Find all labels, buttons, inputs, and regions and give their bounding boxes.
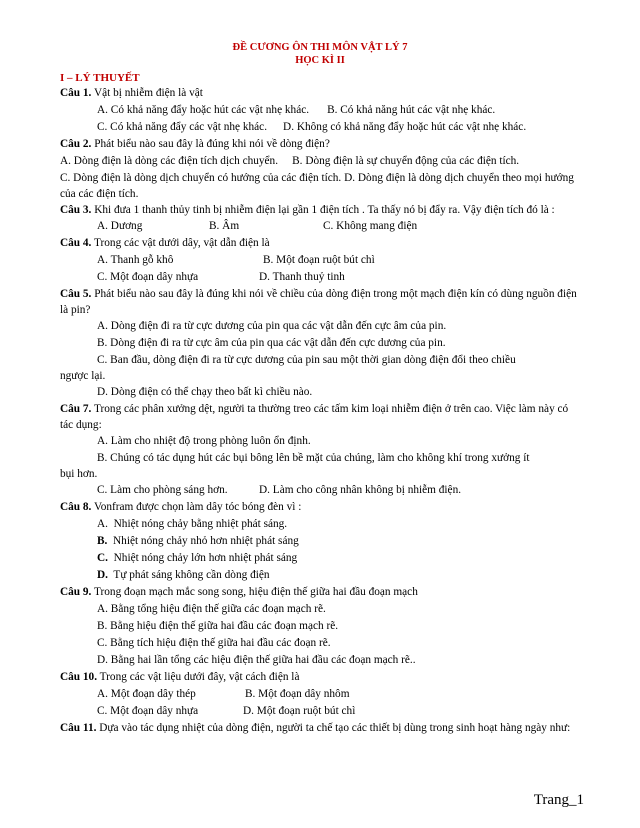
question-text: Khi đưa 1 thanh thủy tinh bị nhiễm điện lại gần 1 điện tích . Ta thấy nó bị đẩy ra. Vậy điện tích đó là :: [91, 204, 555, 216]
option-d: D. Làm cho công nhân không bị nhiễm điện.: [259, 484, 462, 496]
question-label: Câu 10.: [60, 671, 98, 683]
question-11: [60, 720, 582, 736]
question-text: Trong các vật liệu dưới đây, vật cách điện là: [97, 671, 300, 683]
option-a: A. Thanh gỗ khô: [97, 254, 174, 266]
q8-option-b: [97, 533, 582, 550]
question-label: Câu 1.: [60, 87, 92, 99]
question-text: Vonfram được chọn làm dây tóc bóng đèn vì :: [91, 501, 302, 513]
question-label: Câu 3.: [60, 204, 92, 216]
q7-option-b: B. Chúng có tác dụng hút các bụi bông lên bề mặt của chúng, làm cho không khí trong xưởng ít: [97, 452, 530, 464]
q5-option-c-cont: ngược lại.: [60, 370, 106, 382]
q8-option-a: [97, 516, 582, 533]
question-3: [60, 202, 582, 218]
option-d: D. Một đoạn ruột bút chì: [243, 705, 356, 717]
option-label: B.: [97, 535, 108, 547]
option-b: B. Có khả năng hút các vật nhẹ khác.: [327, 104, 496, 116]
option-a: A. Có khả năng đẩy hoặc hút các vật nhẹ khác.: [97, 104, 310, 116]
q9-option-a: A. Bằng tổng hiệu điện thế giữa các đoạn mạch rẽ.: [97, 603, 326, 615]
question-8: [60, 499, 582, 516]
q7-option-b-cont: bụi hơn.: [60, 468, 98, 480]
question-label: Câu 11.: [60, 722, 97, 734]
q9-option-c: C. Bằng tích hiệu điện thế giữa hai đầu các đoạn rẽ.: [97, 637, 331, 649]
option-d: D. Thanh thuỷ tinh: [259, 271, 345, 283]
section-heading: I – LÝ THUYẾT: [60, 72, 140, 84]
q8-option-d: [97, 567, 582, 584]
question-label: Câu 2.: [60, 138, 92, 150]
option-text: Nhiệt nóng chảy bằng nhiệt phát sáng.: [107, 518, 288, 530]
question-text: Phát biểu nào sau đây là đúng khi nói về chiều của dòng điện trong một mạch điện kín có dùng nguồn điện là pin?: [60, 288, 577, 316]
option-text: Nhiệt nóng chảy lớn hơn nhiệt phát sáng: [107, 552, 298, 564]
option-c: C. Không mang điện: [323, 220, 418, 232]
q3-options: [97, 218, 582, 235]
option-c: C. Một đoạn dây nhựa: [97, 705, 199, 717]
question-label: Câu 8.: [60, 501, 92, 513]
question-5: [60, 286, 582, 318]
option-label: C.: [97, 552, 108, 564]
question-label: Câu 9.: [60, 586, 92, 598]
q5-option-c: C. Ban đầu, dòng điện đi ra từ cực dương của pin sau một thời gian dòng điện đổi theo chiều: [97, 354, 516, 366]
question-1: [60, 85, 582, 102]
option-d: D. Không có khả năng đẩy hoặc hút các vật nhẹ khác.: [283, 121, 527, 133]
question-10: [60, 669, 582, 686]
q7-option-a: A. Làm cho nhiệt độ trong phòng luôn ổn định.: [97, 435, 311, 447]
option-c: C. Có khả năng đẩy các vật nhẹ khác.: [97, 121, 268, 133]
doc-title: ĐỀ CƯƠNG ÔN THI MÔN VẬT LÝ 7: [232, 42, 408, 53]
question-text: Phát biểu nào sau đây là đúng khi nói về dòng điện?: [91, 138, 330, 150]
option-b: B. Một đoạn ruột bút chì: [263, 254, 375, 266]
question-text: Trong các vật dưới dây, vật dẫn điện là: [91, 237, 270, 249]
question-text: Dựa vào tác dụng nhiệt của dòng điện, người ta chế tạo các thiết bị dùng trong sinh hoạt hàng ngày như:: [96, 722, 571, 734]
q8-option-c: [97, 550, 582, 567]
q1-options-cd: [97, 119, 582, 136]
option-a: A. Một đoạn dây thép: [97, 688, 196, 700]
question-9: [60, 584, 582, 601]
option-text: Tự phát sáng không cần dòng điện: [107, 569, 270, 581]
option-b: B. Âm: [209, 220, 240, 232]
q5-option-a: A. Dòng điện đi ra từ cực dương của pin qua các vật dẫn đến cực âm của pin.: [97, 320, 447, 332]
q9-option-d: D. Bằng hai lần tổng các hiệu điện thế giữa hai đầu các đoạn mạch rẽ..: [97, 654, 416, 666]
question-text: Trong đoạn mạch mắc song song, hiệu điện thế giữa hai đầu đoạn mạch: [91, 586, 418, 598]
q4-options-cd: [97, 269, 582, 286]
option-b: B. Một đoạn dây nhôm: [245, 688, 350, 700]
q1-options-ab: [97, 102, 582, 119]
option-text: Nhiệt nóng chảy nhỏ hơn nhiệt phát sáng: [107, 535, 299, 547]
question-7: [60, 401, 582, 433]
option-c: C. Làm cho phòng sáng hơn.: [97, 484, 228, 496]
page-number: Trang_1: [533, 792, 584, 808]
option-label: D.: [97, 569, 108, 581]
question-label: Câu 7.: [60, 403, 92, 415]
doc-subtitle: HỌC KÌ II: [295, 55, 345, 66]
q9-option-b: B. Bằng hiệu điện thế giữa hai đầu các đoạn mạch rẽ.: [97, 620, 339, 632]
option-a: A. Dương: [97, 220, 143, 232]
q2-options-ab: A. Dòng điện là dòng các điện tích dịch chuyển. B. Dòng điện là sự chuyển động của các điện tích.: [60, 155, 520, 167]
q5-option-b: B. Dòng điện đi ra từ cực âm của pin qua các vật dẫn đến cực dương của pin.: [97, 337, 446, 349]
q7-options-cd: [97, 482, 582, 499]
question-2: [60, 136, 582, 153]
option-label: A.: [97, 518, 108, 530]
q5-option-d: D. Dòng điện có thể chạy theo bất kì chiều nào.: [97, 386, 313, 398]
q2-options-cd: C. Dòng điện là dòng dịch chuyển có hướng của các điện tích. D. Dòng điện là dòng dịch chuyển theo mọi hướng của các điện tích.: [60, 172, 574, 200]
q4-options-ab: [97, 252, 582, 269]
question-4: [60, 235, 582, 252]
question-text: Vật bị nhiễm điện là vật: [91, 87, 203, 99]
question-text: Trong các phân xưởng dệt, người ta thường treo các tấm kim loại nhiễm điện ở trên cao. Việc làm này có tác dụng:: [60, 403, 569, 431]
q10-options-ab: [97, 686, 582, 703]
question-label: Câu 5.: [60, 288, 92, 300]
question-label: Câu 4.: [60, 237, 92, 249]
option-c: C. Một đoạn dây nhựa: [97, 271, 199, 283]
q10-options-cd: [97, 703, 582, 720]
